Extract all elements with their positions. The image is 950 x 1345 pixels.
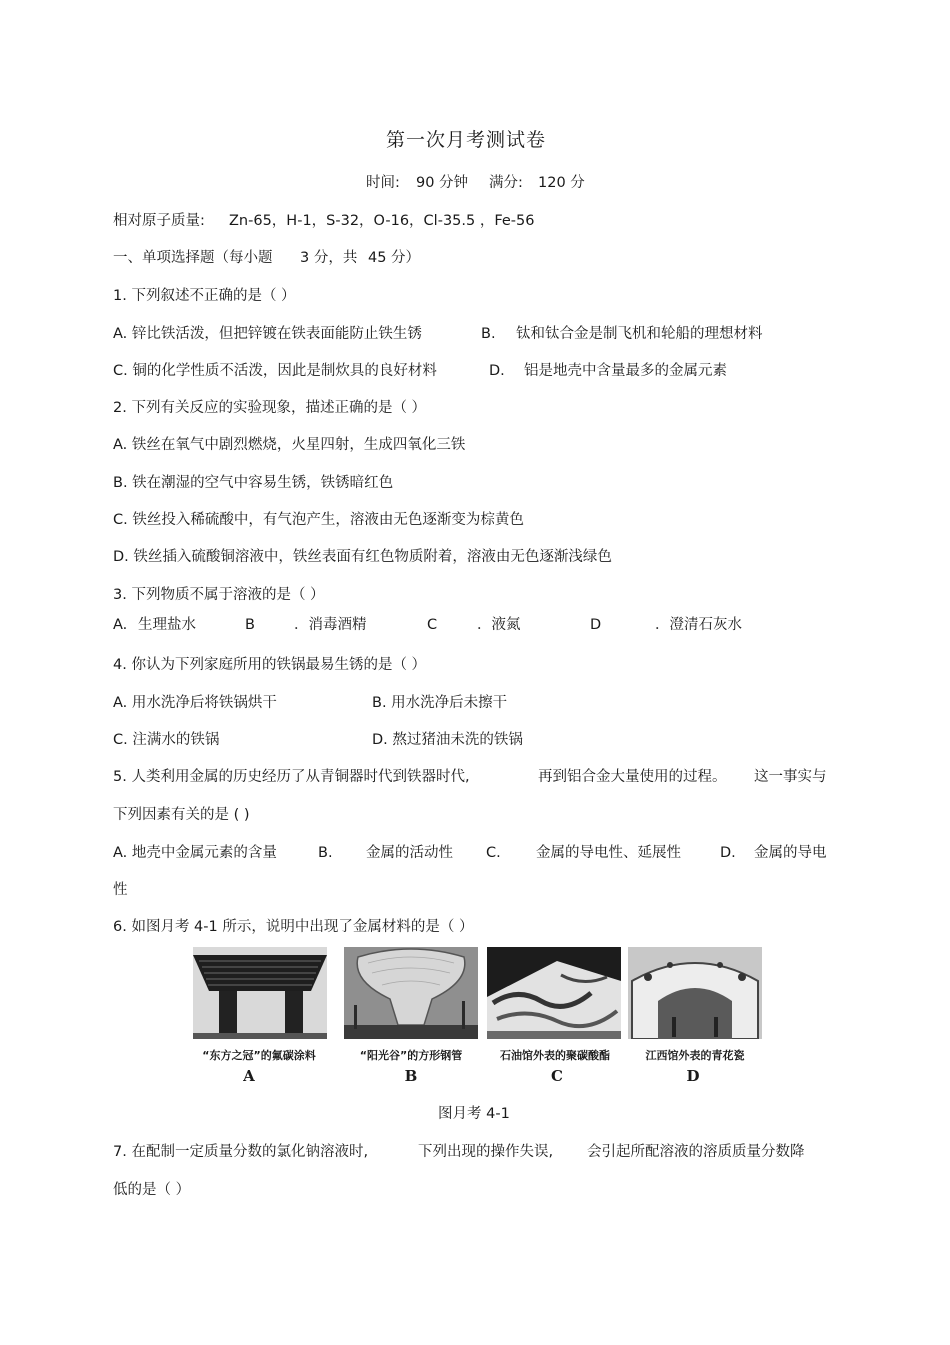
q1-stem: 1. 下列叙述不正确的是（ ）	[113, 288, 296, 304]
exam-time-value: 90 分钟	[416, 175, 469, 191]
q3-option-b-letter: B	[245, 617, 255, 633]
q1-option-d-letter: D.	[489, 363, 505, 379]
figure-caption-d: 江西馆外表的青花瓷	[645, 1049, 745, 1062]
figure-letter-b: B	[404, 1067, 418, 1085]
q2-stem: 2. 下列有关反应的实验现象，描述正确的是（ ）	[113, 400, 427, 416]
figure-letter-a: A	[243, 1067, 255, 1085]
q3-option-a: 生理盐水	[138, 617, 196, 633]
section-title: 一、单项选择题（每小题	[113, 250, 273, 266]
exam-score-label: 满分:	[489, 175, 523, 191]
q5-stem-cont: 下列因素有关的是 ( )	[113, 807, 250, 823]
q2-option-a: A. 铁丝在氧气中剧烈燃烧，火星四射，生成四氧化三铁	[113, 437, 466, 453]
q7-stem-part3: 会引起所配溶液的溶质质量分数降	[587, 1144, 805, 1160]
q4-option-d: D. 熬过猪油未洗的铁锅	[372, 732, 523, 748]
q6-stem: 6. 如图月考 4-1 所示，说明中出现了金属材料的是（ ）	[113, 919, 474, 935]
q3-option-d: ．澄清石灰水	[655, 617, 742, 633]
figure-letter-d: D	[686, 1067, 700, 1085]
section-score-each: 3 分，共	[300, 250, 358, 266]
q1-option-d: 铝是地壳中含量最多的金属元素	[524, 363, 727, 379]
section-total: 45 分）	[368, 250, 421, 266]
q3-option-d-letter: D	[590, 617, 602, 633]
atomic-mass-values: Zn-65，H-1，S-32，O-16，Cl-35.5 ，Fe-56	[229, 213, 535, 229]
q5-option-c: 金属的导电性、延展性	[536, 845, 681, 861]
q7-stem-part2: 下列出现的操作失误,	[418, 1144, 554, 1160]
q2-option-d: D. 铁丝插入硫酸铜溶液中，铁丝表面有红色物质附着，溶液由无色逐渐浅绿色	[113, 549, 612, 565]
q5-stem-part2: 再到铝合金大量使用的过程。	[538, 769, 727, 785]
q5-option-c-letter: C.	[486, 845, 501, 861]
q5-option-b: 金属的活动性	[366, 845, 453, 861]
figure-caption-b: “阳光谷”的方形钢管	[359, 1049, 463, 1062]
q5-option-b-letter: B.	[318, 845, 333, 861]
q2-option-b: B. 铁在潮湿的空气中容易生锈，铁锈暗红色	[113, 475, 394, 491]
photo-petroleum-pavilion	[487, 947, 621, 1039]
q3-option-b: ．消毒酒精	[294, 617, 367, 633]
figure-letter-c: C	[551, 1067, 563, 1085]
q4-option-a: A. 用水洗净后将铁锅烘干	[113, 695, 277, 711]
photo-china-pavilion	[193, 947, 327, 1039]
q4-option-c: C. 注满水的铁锅	[113, 732, 220, 748]
q1-option-a: A. 锌比铁活泼，但把锌镀在铁表面能防止铁生锈	[113, 326, 422, 342]
q5-stem-part1: 5. 人类利用金属的历史经历了从青铜器时代到铁器时代,	[113, 769, 470, 785]
q7-stem-cont: 低的是（ ）	[113, 1182, 191, 1198]
q3-option-c-letter: C	[427, 617, 438, 633]
q3-stem: 3. 下列物质不属于溶液的是（ ）	[113, 587, 325, 603]
q1-option-b: 钛和钛合金是制飞机和轮船的理想材料	[516, 326, 763, 342]
q4-option-b: B. 用水洗净后未擦干	[372, 695, 508, 711]
q5-option-d-letter: D.	[720, 845, 736, 861]
photo-jiangxi-pavilion	[628, 947, 762, 1039]
q1-option-c: C. 铜的化学性质不活泼，因此是制炊具的良好材料	[113, 363, 437, 379]
q7-stem-part1: 7. 在配制一定质量分数的氯化钠溶液时,	[113, 1144, 369, 1160]
q5-stem-part3: 这一事实与	[754, 769, 827, 785]
figure-caption-a: “东方之冠”的氟碳涂料	[202, 1049, 316, 1062]
q5-option-a: A. 地壳中金属元素的含量	[113, 845, 277, 861]
q2-option-c: C. 铁丝投入稀硫酸中，有气泡产生，溶液由无色逐渐变为棕黄色	[113, 512, 524, 528]
figure-label: 图月考 4-1	[438, 1106, 510, 1122]
q4-stem: 4. 你认为下列家庭所用的铁锅最易生锈的是（ ）	[113, 657, 427, 673]
exam-time-label: 时间:	[366, 175, 400, 191]
q1-option-b-letter: B.	[481, 326, 496, 342]
photo-sunshine-valley	[344, 947, 478, 1039]
figure-4-1	[190, 947, 762, 1095]
figure-caption-c: 石油馆外表的聚碳酸酯	[500, 1049, 610, 1062]
page-title: 第一次月考测试卷	[386, 129, 547, 151]
q3-option-c: ．液氮	[477, 617, 521, 633]
atomic-mass-label: 相对原子质量:	[113, 213, 205, 229]
q3-option-a-letter: A.	[113, 617, 128, 633]
exam-score-value: 120 分	[538, 175, 585, 191]
q5-option-d: 金属的导电	[754, 845, 827, 861]
q5-option-d-cont: 性	[113, 882, 128, 898]
